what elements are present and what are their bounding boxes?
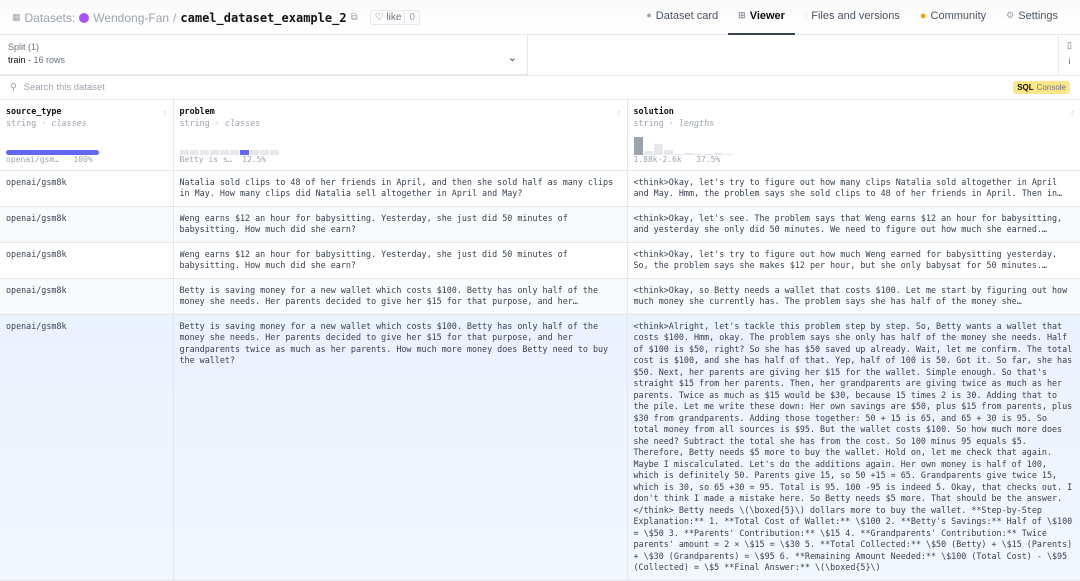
card-icon: ● [646, 10, 652, 20]
repo-tabs [636, 0, 1068, 35]
cell-problem[interactable]: Betty is saving money for a new wallet which costs $100. Betty has only half of the money she needs. Her parents decided to give her $15 for that purpose, and her… [179, 284, 599, 306]
sort-icon[interactable]: ⇕ [616, 108, 622, 117]
separator: / [173, 10, 177, 25]
split-title: Split (1) [8, 42, 40, 52]
cell-problem[interactable]: Betty is saving money for a new wallet which costs $100. Betty has only half of the money she needs. Her parents decided to give her $15 for that purpose, and her grandparents twice as much as her parents. How much more money does Betty need to buy the wallet? [173, 314, 627, 580]
search-input[interactable]: Search this dataset [23, 82, 105, 93]
tab-label: Files and versions [811, 10, 900, 22]
chevron-down-icon[interactable]: ⌄ [507, 52, 517, 64]
split-name: train [8, 55, 26, 65]
table-row[interactable] [0, 170, 1080, 206]
info-icon[interactable]: i [1068, 56, 1071, 66]
panel-toggle-icon[interactable]: ▯ [1067, 40, 1072, 50]
sql-console-button[interactable] [1013, 81, 1070, 94]
sql-label: Console [1036, 83, 1066, 92]
datasets-link[interactable]: Datasets: [24, 10, 76, 25]
cell-solution[interactable]: <think>Okay, let's see. The problem says that Weng earns $12 an hour for babysitting, and yesterday she only did 50 minutes. We need to figure out how much she earned.… [633, 212, 1063, 234]
sort-icon[interactable]: ⇕ [1070, 108, 1075, 117]
tab-community[interactable] [910, 0, 996, 35]
table-row[interactable] [0, 242, 1080, 278]
sql-badge: SQL [1017, 83, 1034, 92]
column-type: string [179, 117, 210, 128]
column-header-problem[interactable]: problem string · classes ⇕ Betty is s… 12.5% [173, 100, 627, 170]
files-icon: ⫶ [804, 10, 808, 20]
cell-solution[interactable]: <think>Okay, so Betty needs a wallet that costs $100. Let me start by figuring out how much money she currently has. The problem says she has half of the money she… [633, 284, 1068, 306]
copy-icon[interactable]: ⧉ [350, 12, 358, 23]
column-name: source_type [6, 106, 62, 116]
like-button[interactable] [370, 10, 420, 25]
cell-problem[interactable]: Natalia sold clips to 48 of her friends in April, and then she sold half as many clips in May. How many clips did Natalia sell altogether in April and May? [179, 176, 614, 198]
table-row-selected[interactable] [0, 314, 1080, 580]
split-rows: 16 rows [33, 55, 66, 65]
dataset-name[interactable]: camel_dataset_example_2 [180, 10, 347, 25]
stat-value: 37.5% [696, 155, 721, 164]
table-row[interactable] [0, 206, 1080, 242]
column-header-source-type[interactable]: source_type string · classes ⇕ openai/gsm… 100% [0, 100, 173, 170]
tab-settings[interactable] [996, 0, 1068, 35]
tab-label: Dataset card [655, 10, 719, 22]
cell-solution[interactable]: <think>Okay, let's try to figure out how much Weng earned for babysitting yesterday. So, the problem says she makes $12 per hour, but she only babysat for 50 minutes.… [633, 248, 1058, 270]
tab-label: Viewer [749, 10, 785, 22]
hist-bar[interactable] [634, 137, 643, 155]
stat-label: 1.88k-2.6k [633, 155, 682, 164]
breadcrumb [12, 10, 420, 25]
table-icon: ⊞ [738, 10, 746, 20]
cell-source-type[interactable]: openai/gsm8k [0, 242, 173, 278]
side-panel-controls [1058, 35, 1080, 75]
heart-icon: ♡ [374, 12, 384, 23]
search-icon: ⚲ [10, 82, 17, 93]
cell-source-type[interactable]: openai/gsm8k [0, 206, 173, 242]
cell-problem[interactable]: Weng earns $12 an hour for babysitting. Yesterday, she just did 50 minutes of babysitting. How much did she earn? [179, 248, 568, 270]
cell-source-type[interactable]: openai/gsm8k [0, 170, 173, 206]
column-type: string [6, 117, 37, 128]
column-name: problem [179, 106, 215, 116]
stat-label: Betty is s… [179, 155, 233, 164]
cell-solution[interactable]: <think>Alright, let's tackle this problem step by step. So, Betty wants a wallet that costs $100. Hmm, okay. The problem says she only has half of the money she needs. Half of $100 is $50, right? So she has $50 saved up already. Wait, let me confirm. The total cost is $100, and she has half of that. Yep, half of 100 is 50. Got it. So far, she has $50. Next, her parents are giving her $15 for the wallet. Simple enough. So that's straight $15 from her parents. Then, her grandparents are giving twice as much as her parents. Twice as much as $15 would be $30, because 15 times 2 is 30. Adding that to the pile. Let me write these down: Her own savings are $50, plus $15 from parents, plus $30 from grandparents. Adding those together: 50 + 15 is 65, and 65 + 30 is 95. So total money from all sources is $95. But the wallet costs $100. So how much more does she need? Subtract the total she has from the cost. So 100 minus 95 equals $5. Therefore, Betty needs $5 more to buy the wallet. Hold on, let me check that again. Maybe I miscalculated. Let's do the additions again. Her own money is half of 100, which is definitely 50. Parents give 15, so 50 +15 = 65. Grandparents give twice 15, which is 30, so 65 +30 = 95. Total is 95. 100 -95 is indeed 5. Okay, that checks out. I don't think I made a mistake here. So Betty needs $5 more. That should be the answer. </think> Betty needs \(\boxed{5}\) dollars more to buy the wallet. **Step-by-Step Explanation:** 1. **Total Cost of Wallet:** \$100 2. **Betty's Savings:** Half of \$100 = \$50 3. **Parents' Contribution:** \$15 4. **Grandparents' Contribution:** Twice parents' amount = 2 × \$15 = \$30 5. **Total Collected:** \$50 (Betty) + \$15 (Parents) + \$30 (Grandparents) = \$95 6. **Remaining Amount Needed:** \$100 (Total Cost) - \$95 (Collected) = \$5 **Final Answer:** \(\boxed{5}\) [627, 314, 1080, 580]
cell-problem[interactable]: Weng earns $12 an hour for babysitting. Yesterday, she just did 50 minutes of babysitting. How much did she earn? [179, 212, 568, 234]
column-kind: classes [51, 117, 87, 128]
cell-source-type[interactable]: openai/gsm8k [0, 314, 173, 580]
search-bar [0, 75, 1080, 100]
stat-label: openai/gsm… [6, 155, 59, 164]
column-header-solution[interactable]: solution string · lengths ⇕ 1.88k-2.6k 37.5% [627, 100, 1080, 170]
like-label: like [386, 12, 402, 23]
column-name: solution [633, 106, 674, 116]
tab-label: Community [930, 10, 987, 22]
hist-bar[interactable] [654, 144, 663, 155]
column-type: string [633, 117, 664, 128]
hist-bar[interactable] [724, 154, 733, 155]
cell-solution[interactable]: <think>Okay, let's try to figure out how many clips Natalia sold altogether in April and May. Hmm, the problem says she sold clips to 48 of her friends in April. Then in… [633, 176, 1063, 198]
tab-files[interactable] [795, 0, 910, 35]
owner-avatar [79, 13, 89, 23]
like-count: 0 [404, 12, 415, 23]
table-row[interactable] [0, 278, 1080, 314]
class-bar[interactable] [270, 150, 279, 155]
community-icon: ● [919, 10, 927, 22]
tab-label: Settings [1018, 10, 1058, 22]
stat-value: 100% [73, 155, 93, 164]
split-selector[interactable]: Split (1) train · 16 rows ⌄ [0, 35, 528, 75]
stat-value: 12.5% [242, 155, 267, 164]
gear-icon: ⚙ [1006, 10, 1015, 20]
column-kind: classes [224, 117, 261, 128]
tab-viewer[interactable] [728, 0, 795, 35]
column-kind: lengths [678, 117, 715, 128]
length-histogram[interactable] [634, 137, 733, 155]
top-header [0, 0, 1080, 35]
data-table [0, 100, 1080, 581]
cell-source-type[interactable]: openai/gsm8k [0, 278, 173, 314]
tab-dataset-card[interactable] [636, 0, 728, 35]
sort-icon[interactable]: ⇕ [162, 108, 168, 117]
owner-link[interactable]: Wendong-Fan [93, 10, 170, 25]
dataset-icon: ▦ [12, 12, 21, 22]
